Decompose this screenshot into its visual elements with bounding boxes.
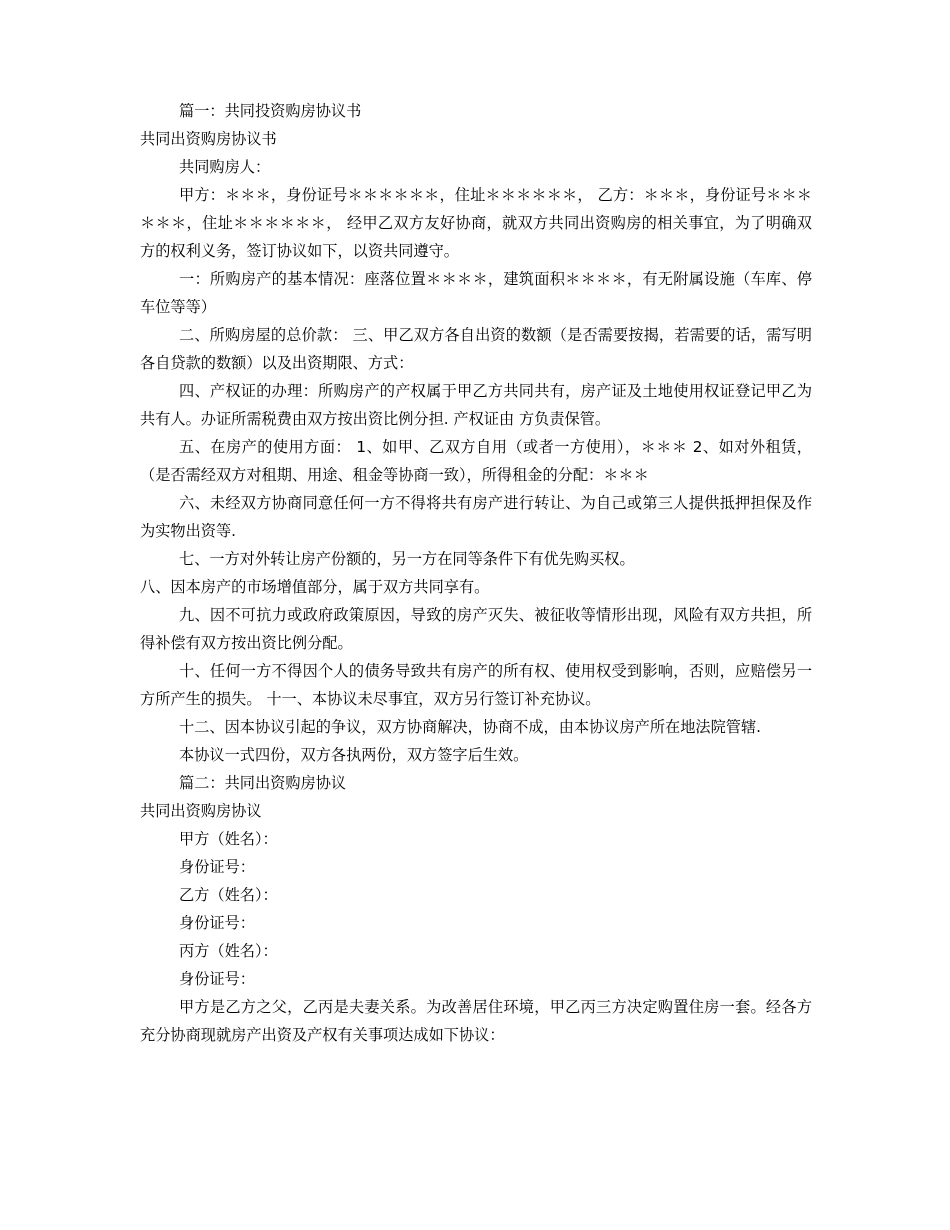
section-heading-part-two: 篇二：共同出资购房协议 — [179, 774, 347, 792]
parties-paragraph: 甲方：＊＊＊，身份证号＊＊＊＊＊＊，住址＊＊＊＊＊＊， 乙方：＊＊＊，身份证号＊＊＊＊＊＊，住址＊＊＊＊＊＊， 经甲乙双方友好协商，就双方共同出资购房的相关事宜，为了明确双方的权利义务，签订协议如下，以资共同遵守。 — [140, 186, 812, 260]
party-b-name-field: 乙方（姓名）： — [179, 886, 278, 904]
clause-6-no-transfer: 六、未经双方协商同意任何一方不得将共有房产进行转让、为自己或第三人提供抵押担保及作为实物出资等. — [140, 494, 812, 540]
clause-12-disputes: 十二、因本协议引起的争议，双方协商解决，协商不成，由本协议房产所在地法院管辖. — [179, 718, 761, 736]
party-c-id-field: 身份证号： — [179, 970, 255, 988]
clause-8-appreciation: 八、因本房产的市场增值部分，属于双方共同享有。 — [140, 578, 490, 596]
co-buyers-label: 共同购房人： — [179, 158, 271, 176]
clause-1-property-info: 一：所购房产的基本情况：座落位置＊＊＊＊，建筑面积＊＊＊＊，有无附属设施（车库、停车位等等） — [140, 270, 812, 316]
document-body — [140, 97, 812, 1049]
clause-5-usage: 五、在房产的使用方面： 1、如甲、乙双方自用（或者一方使用），＊＊＊ 2、如对外租赁，（是否需经双方对租期、用途、租金等协商一致），所得租金的分配：＊＊＊ — [140, 438, 812, 484]
party-a-id-field: 身份证号： — [179, 858, 255, 876]
clause-7-preemption: 七、一方对外转让房产份额的，另一方在同等条件下有优先购买权。 — [179, 550, 635, 568]
clause-9-force-majeure: 九、因不可抗力或政府政策原因，导致的房产灭失、被征收等情形出现，风险有双方共担，所得补偿有双方按出资比例分配。 — [140, 606, 812, 652]
clause-4-title-certificate: 四、产权证的办理：所购房产的产权属于甲乙方共同共有，房产证及土地使用权证登记甲乙为共有人。办证所需税费由双方按出资比例分担. 产权证由 方负责保管。 — [140, 382, 812, 428]
relationship-paragraph: 甲方是乙方之父，乙丙是夫妻关系。为改善居住环境，甲乙丙三方决定购置住房一套。经各方充分协商现就房产出资及产权有关事项达成如下协议： — [140, 998, 812, 1044]
clause-10-11-debts-supplement: 十、任何一方不得因个人的债务导致共有房产的所有权、使用权受到影响，否则，应赔偿另一方所产生的损失。 十一、本协议未尽事宜，双方另行签订补充协议。 — [140, 662, 812, 708]
party-a-name-field: 甲方（姓名）： — [179, 830, 278, 848]
copies-clause: 本协议一式四份，双方各执两份，双方签字后生效。 — [179, 746, 529, 764]
party-b-id-field: 身份证号： — [179, 914, 255, 932]
party-c-name-field: 丙方（姓名）： — [179, 942, 278, 960]
agreement-title-one: 共同出资购房协议书 — [140, 130, 277, 148]
agreement-title-two: 共同出资购房协议 — [140, 802, 262, 820]
section-heading-part-one: 篇一：共同投资购房协议书 — [179, 102, 362, 120]
clause-2-3-price-contribution: 二、所购房屋的总价款： 三、甲乙双方各自出资的数额（是否需要按揭，若需要的话，需写明各自贷款的数额）以及出资期限、方式： — [140, 326, 812, 372]
